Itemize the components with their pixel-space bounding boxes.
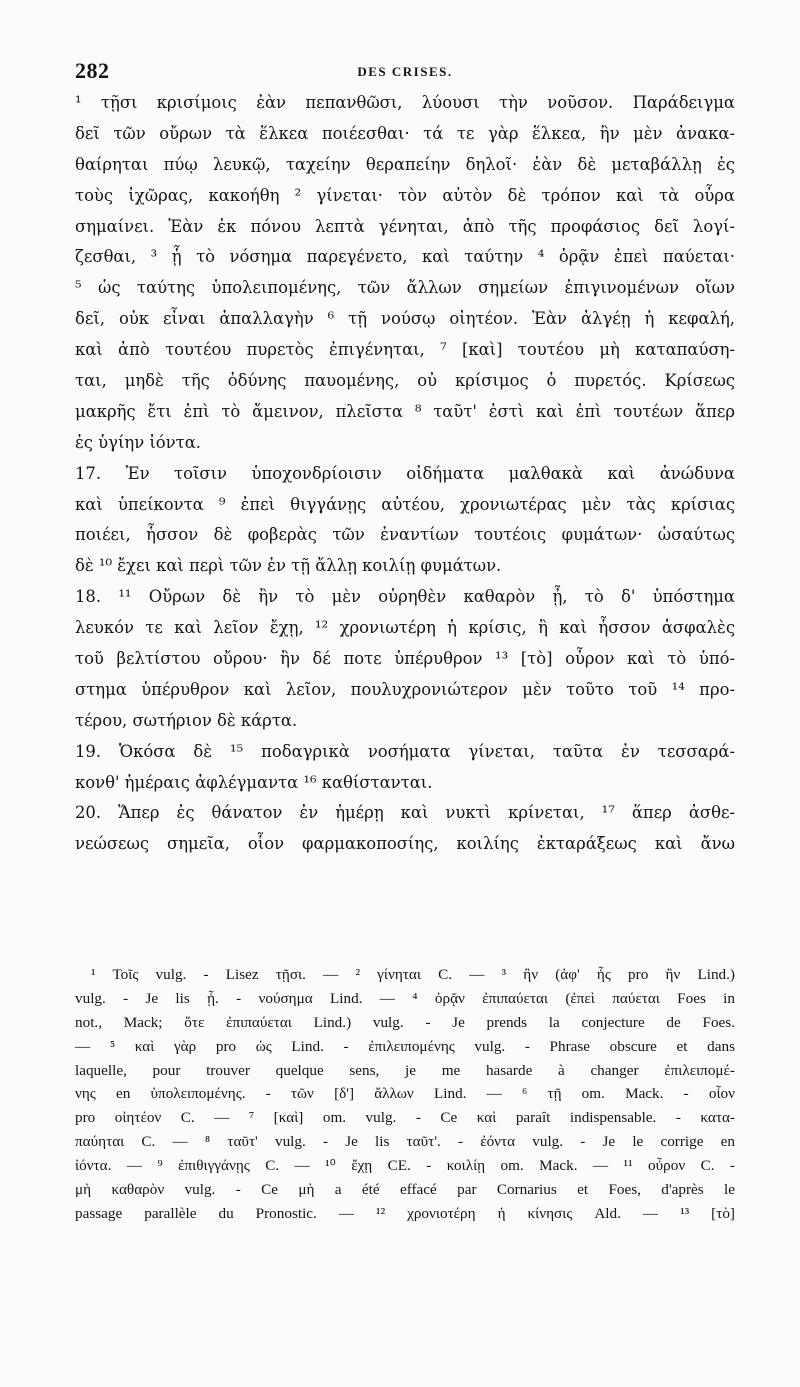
text-line: θαίρηται πύῳ λευκῷ, ταχείην θεραπείην δηλοῖ· ἐὰν δὲ μεταβάλλῃ ἐς — [75, 154, 735, 174]
section-18-start: 18. ¹¹ Οὔρων δὲ ἢν τὸ μὲν οὐρηθὲν καθαρὸν ᾖ, τὸ δ' ὑπόστημα — [75, 587, 735, 607]
text-line: καὶ ἀπὸ τουτέου πυρετὸς ἐπιγένηται, ⁷ [καὶ] τουτέου μὴ καταπαύση- — [75, 340, 735, 360]
text-line: δὲ ¹⁰ ἔχει καὶ περὶ τῶν ἐν τῇ ἄλλῃ κοιλίῃ φυμάτων. — [75, 556, 502, 576]
text-line: καὶ ὑπείκοντα ⁹ ἐπεὶ θιγγάνῃς αὐτέου, χρονιωτέρας μὲν τὰς κρίσιας — [75, 494, 735, 514]
text-line: μακρῆς ἔτι ἐπὶ τὸ ἄμεινον, πλεῖστα ⁸ ταῦτ' ἐστὶ καὶ ἐπὶ τουτέων ἅπερ — [75, 401, 735, 421]
text-line: δεῖ, οὐκ εἶναι ἀπαλλαγὴν ⁶ τῇ νούσῳ οἰητέον. Ἐὰν ἀλγέῃ ἡ κεφαλή, — [75, 309, 735, 329]
footnote-line: passage parallèle du Pronostic. — ¹² χρονιοτέρη ἡ κίνησις Ald. — ¹³ [τὸ] — [75, 1204, 735, 1222]
text-line: ¹ τῇσι κρισίμοις ἐὰν πεπανθῶσι, λύουσι τὴν νοῦσον. Παράδειγμα — [75, 93, 735, 112]
text-line: λευκόν τε καὶ λεῖον ἔχῃ, ¹² χρονιωτέρη ἡ κρίσις, ἢ καὶ ἧσσον ἀσφαλὲς — [75, 618, 735, 638]
footnote-line: μὴ καθαρὸν vulg. - Ce μὴ a été effacé par Cornarius et Foes, d'après le — [75, 1181, 735, 1199]
section-17-start: 17. Ἐν τοῖσιν ὑποχονδρίοισιν οἰδήματα μαλθακὰ καὶ ἀνώδυνα — [75, 463, 735, 483]
page-number: 282 — [75, 58, 110, 83]
text-line: ται, μηδὲ τῆς ὀδύνης παυομένης, οὐ κρίσιμος ὁ πυρετός. Κρίσεως — [75, 371, 735, 391]
footnote-line: ἰόντα. — ⁹ ἐπιθιγγάνῃς C. — ¹⁰ ἔχῃ CE. - κοιλίῃ om. Mack. — ¹¹ οὖρον C. - — [75, 1157, 735, 1175]
text-line: δεῖ τῶν οὔρων τὰ ἕλκεα ποιέεσθαι· τά τε γὰρ ἕλκεα, ἢν μὲν ἀνακα- — [75, 123, 735, 143]
text-line: ἐς ὑγίην ἰόντα. — [75, 432, 201, 452]
text-line: τέρου, σωτήριον δὲ κάρτα. — [75, 710, 298, 730]
text-line: ζεσθαι, ³ ᾗ τὸ νόσημα παρεγένετο, καὶ ταύτην ⁴ ὁρᾷν ἐπεὶ παύεται· — [75, 247, 735, 267]
text-line: τοῦ βελτίστου οὔρου· ἢν δέ ποτε ὑπέρυθρον ¹³ [τὸ] οὖρον καὶ τὸ ὑπό- — [75, 649, 735, 669]
text-line: τοὺς ἰχῶρας, κακοήθη ² γίνεται· τὸν αὐτὸν δὲ τρόπον καὶ τὰ οὖρα — [75, 185, 735, 205]
footnote-line: pro οἰητέον C. — ⁷ [καὶ] om. vulg. - Ce καὶ paraît indispensable. - κατα- — [75, 1109, 735, 1127]
footnote-line: vulg. - Je lis ᾗ. - νούσημα Lind. — ⁴ ὁρᾷν ἐπιπαύεται (ἐπεὶ παύεται Foes in — [75, 989, 735, 1007]
footnote-line: νης en ὑπολειπομένης. - τῶν [δ'] ἄλλων Lind. — ⁶ τῇ om. Mack. - οἷον — [75, 1085, 735, 1103]
text-line: κονθ' ἡμέραις ἀφλέγμαντα ¹⁶ καθίστανται. — [75, 772, 433, 792]
footnote-separator — [75, 953, 735, 954]
footnotes — [75, 963, 735, 1226]
running-title: DES CRISES. — [357, 64, 453, 79]
greek-main-text — [75, 88, 735, 860]
footnote-line: not., Mack; ὅτε ἐπιπαύεται Lind.) vulg. - Je prends la conjecture de Foes. — [75, 1013, 735, 1031]
footnote-line: laquelle, pour trouver quelque sens, je me hasarde à changer ἐπιλειπομέ- — [75, 1061, 735, 1079]
text-line: σημαίνει. Ἐὰν ἐκ πόνου λεπτὰ γένηται, ἀπὸ τῆς προφάσιος δεῖ λογί- — [75, 216, 735, 236]
text-line: ποιέει, ἧσσον δὲ φοβερὰς τῶν ἐναντίων τουτέοις φυμάτων· ὡσαύτως — [75, 525, 735, 545]
footnote-line: ¹ Τοῖς vulg. - Lisez τῇσι. — ² γίνηται C. — ³ ἢν (ἀφ' ἧς pro ἢν Lind.) — [91, 966, 735, 983]
footnote-line: — ⁵ καὶ γὰρ pro ὡς Lind. - ἐπιλειπομένης vulg. - Phrase obscure et dans — [75, 1037, 735, 1055]
text-line: στημα ὑπέρυθρον καὶ λεῖον, πουλυχρονιώτερον μὲν τοῦτο τοῦ ¹⁴ προ- — [75, 679, 735, 699]
section-19-start: 19. Ὁκόσα δὲ ¹⁵ ποδαγρικὰ νοσήματα γίνεται, ταῦτα ἐν τεσσαρά- — [75, 741, 735, 761]
text-line: ⁵ ὡς ταύτης ὑπολειπομένης, τῶν ἄλλων σημείων ἐπιγινομένων οἵων — [75, 278, 735, 298]
footnote-line: παύηται C. — ⁸ ταῦτ' vulg. - Je lis ταῦτ'. - ἐόντα vulg. - Je le corrige en — [75, 1133, 735, 1151]
text-line: νεώσεως σημεῖα, οἷον φαρμακοποσίης, κοιλίης ἐκταράξεως καὶ ἄνω — [75, 834, 735, 854]
section-20-start: 20. Ἅπερ ἐς θάνατον ἐν ἡμέρῃ καὶ νυκτὶ κρίνεται, ¹⁷ ἅπερ ἀσθε- — [75, 803, 735, 823]
page-header — [75, 58, 735, 86]
